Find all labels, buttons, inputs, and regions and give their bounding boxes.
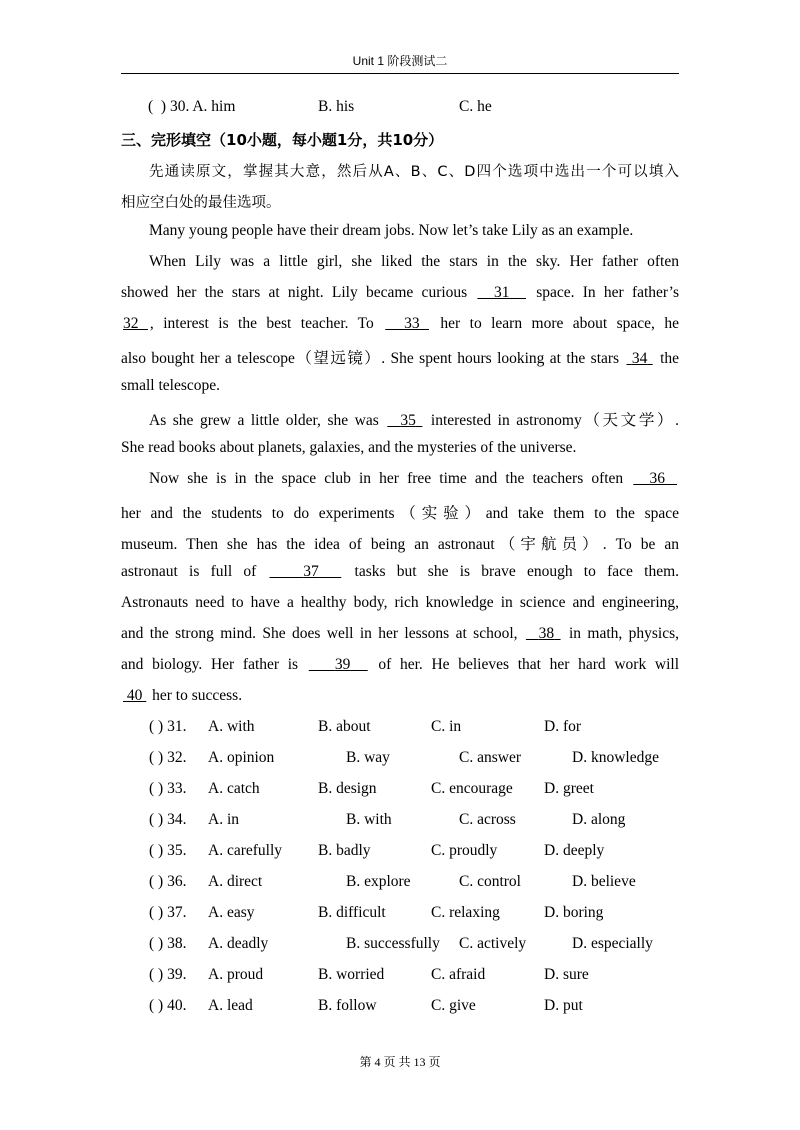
blank-35[interactable]: 35 — [400, 412, 416, 429]
passage-line: astronaut is full of 37 tasks but she is brave enough to face them. — [121, 563, 680, 580]
blank-33[interactable]: 33 — [404, 315, 420, 332]
question-row — [149, 904, 679, 926]
question-number: ( ) 35. — [149, 842, 187, 859]
question-row — [149, 780, 679, 802]
option-d[interactable]: D. sure — [544, 966, 589, 983]
q30-option-b: B. his — [318, 98, 355, 115]
passage-line: 32 , interest is the best teacher. To 33 her to learn more about space, he — [123, 315, 679, 332]
option-b[interactable]: B. worried — [318, 966, 385, 983]
option-c[interactable]: C. in — [431, 718, 462, 735]
passage-line: Now she is in the space club in her free time and the teachers often 36 — [149, 470, 679, 488]
blank-34[interactable]: 34 — [631, 350, 648, 367]
question-number: ( ) 37. — [149, 904, 187, 921]
option-c[interactable]: C. actively — [459, 935, 527, 952]
instruction-line-2: 相应空白处的最佳选项。 — [121, 195, 281, 211]
passage-line: her and the students to do experiments（实验）and take them to the space — [121, 505, 679, 522]
question-row — [149, 997, 679, 1019]
blank-40[interactable]: 40 — [126, 687, 143, 704]
question-row — [149, 873, 679, 895]
option-b[interactable]: B. with — [346, 811, 392, 828]
option-d[interactable]: D. put — [544, 997, 583, 1014]
passage-line: Astronauts need to have a healthy body, rich knowledge in science and engineering, — [121, 594, 679, 611]
question-number: ( ) 33. — [149, 780, 187, 797]
page-header: Unit 1 阶段测试二 — [352, 54, 448, 68]
blank-38[interactable]: 38 — [538, 625, 555, 642]
option-d[interactable]: D. especially — [572, 935, 653, 952]
passage-line: showed her the stars at night. Lily became curious 31 space. In her father’s — [121, 284, 679, 301]
option-b[interactable]: B. explore — [346, 873, 411, 890]
passage-line: When Lily was a little girl, she liked the stars in the sky. Her father often — [149, 253, 679, 270]
option-a[interactable]: A. deadly — [208, 935, 269, 952]
question-row — [149, 966, 679, 988]
option-b[interactable]: B. follow — [318, 997, 377, 1014]
passage-line: museum. Then she has the idea of being an astronaut（宇航员）. To be an — [121, 536, 679, 553]
passage-line: She read books about planets, galaxies, and the mysteries of the universe. — [121, 439, 577, 456]
option-a[interactable]: A. catch — [208, 780, 260, 797]
option-a[interactable]: A. lead — [208, 997, 253, 1014]
option-c[interactable]: C. afraid — [431, 966, 486, 983]
instruction-line-1: 先通读原文，掌握其大意，然后从A、B、C、D四个选项中选出一个可以填入 — [149, 164, 679, 180]
passage-line: 40 her to success. — [121, 687, 679, 705]
question-number: ( ) 36. — [149, 873, 187, 890]
option-b[interactable]: B. difficult — [318, 904, 386, 921]
question-row — [149, 842, 679, 864]
question-number: ( ) 31. — [149, 718, 187, 735]
question-row — [149, 811, 679, 833]
option-a[interactable]: A. easy — [208, 904, 255, 921]
option-a[interactable]: A. in — [208, 811, 239, 828]
section-title: 三、完形填空（10小题，每小题1分，共10分） — [121, 131, 444, 149]
option-b[interactable]: B. way — [346, 749, 390, 766]
option-c[interactable]: C. control — [459, 873, 521, 890]
option-a[interactable]: A. carefully — [208, 842, 283, 859]
option-b[interactable]: B. about — [318, 718, 371, 735]
passage-line: and the strong mind. She does well in her lessons at school, 38 in math, physics, — [121, 625, 680, 642]
option-c[interactable]: C. proudly — [431, 842, 498, 859]
option-a[interactable]: A. direct — [208, 873, 263, 890]
option-b[interactable]: B. successfully — [346, 935, 440, 952]
question-row — [149, 749, 679, 771]
passage-line: also bought her a telescope（望远镜）. She spent hours looking at the stars 34 the — [121, 350, 680, 367]
question-number: ( ) 39. — [149, 966, 187, 983]
question-number: ( ) 40. — [149, 997, 187, 1014]
option-a[interactable]: A. with — [208, 718, 255, 735]
option-a[interactable]: A. opinion — [208, 749, 275, 766]
passage-line: and biology. Her father is 39 of her. He believes that her hard work will — [121, 656, 680, 673]
question-row — [149, 718, 679, 740]
page-footer: 第 4 页 共 13 页 — [359, 1055, 441, 1069]
header-rule — [121, 73, 679, 74]
option-d[interactable]: D. knowledge — [572, 749, 659, 766]
option-c[interactable]: C. encourage — [431, 780, 513, 797]
option-c[interactable]: C. answer — [459, 749, 521, 766]
passage-line: Many young people have their dream jobs. Now let’s take Lily as an example. — [149, 222, 634, 239]
option-b[interactable]: B. badly — [318, 842, 371, 859]
blank-37[interactable]: 37 — [303, 563, 319, 580]
question-number: ( ) 34. — [149, 811, 187, 828]
passage-line: small telescope. — [121, 377, 220, 394]
blank-36[interactable]: 36 — [649, 470, 666, 487]
option-d[interactable]: D. greet — [544, 780, 594, 797]
blank-39[interactable]: 39 — [334, 656, 351, 673]
option-c[interactable]: C. across — [459, 811, 516, 828]
option-d[interactable]: D. for — [544, 718, 582, 735]
option-c[interactable]: C. give — [431, 997, 476, 1014]
option-a[interactable]: A. proud — [208, 966, 264, 983]
option-d[interactable]: D. believe — [572, 873, 636, 890]
q30-option-c: C. he — [459, 98, 492, 115]
passage-line: As she grew a little older, she was 35 interested in astronomy（天文学）. — [149, 412, 680, 429]
question-row — [149, 935, 679, 957]
blank-32[interactable]: 32 — [123, 315, 139, 332]
option-d[interactable]: D. boring — [544, 904, 604, 921]
blank-31[interactable]: 31 — [493, 284, 510, 301]
question-number: ( ) 32. — [149, 749, 187, 766]
option-d[interactable]: D. along — [572, 811, 626, 828]
q30-number: ( ) 30. A. him — [148, 98, 236, 115]
option-c[interactable]: C. relaxing — [431, 904, 500, 921]
option-b[interactable]: B. design — [318, 780, 377, 797]
question-number: ( ) 38. — [149, 935, 187, 952]
option-d[interactable]: D. deeply — [544, 842, 605, 859]
